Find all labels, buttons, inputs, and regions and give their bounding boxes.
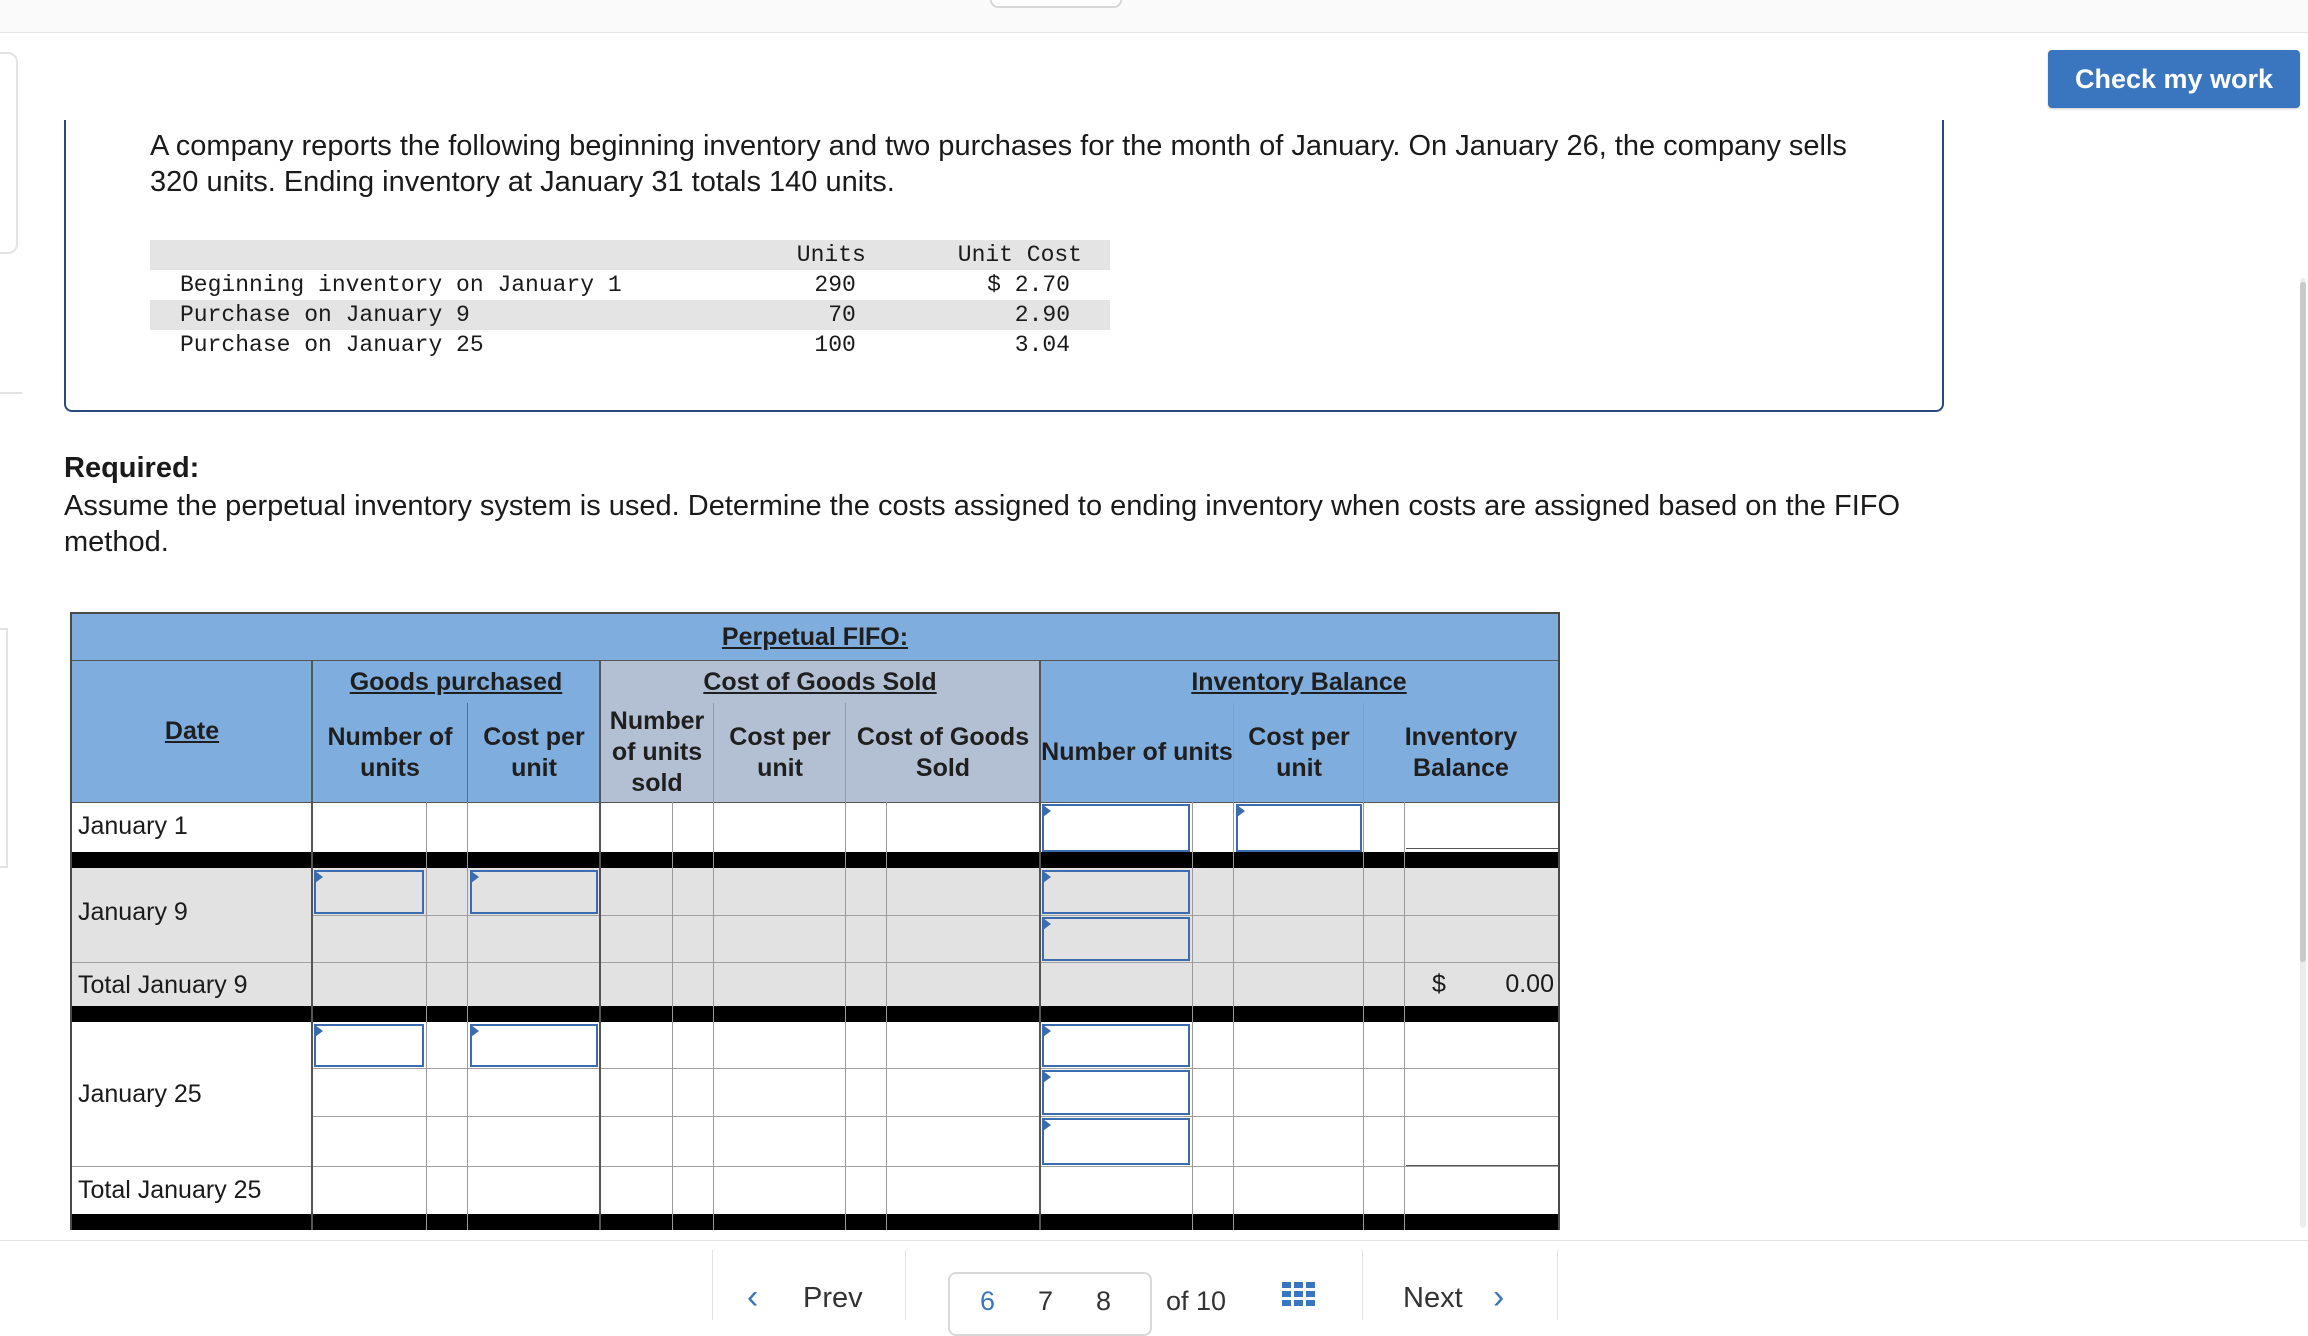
row-label-total-jan9: Total January 9 — [78, 971, 248, 999]
col-header-units: Units — [720, 240, 896, 270]
top-bar — [0, 0, 2308, 33]
jan9-balance-units-input-2[interactable] — [1042, 917, 1190, 961]
divider — [1233, 703, 1234, 1230]
check-my-work-button[interactable]: Check my work — [2048, 50, 2300, 108]
divider — [426, 802, 427, 1230]
top-tab[interactable] — [990, 0, 1122, 8]
jan9-purchase-cost-input[interactable] — [470, 870, 598, 914]
row-cost: 3.04 — [1014, 332, 1070, 358]
section-divider — [72, 852, 1558, 868]
row-cost: 2.90 — [896, 300, 1110, 330]
underline — [1406, 848, 1558, 849]
divider — [72, 802, 1558, 803]
gp-units-header: Number of units — [312, 703, 468, 802]
next-button[interactable] — [1362, 1250, 1558, 1320]
divider — [886, 802, 887, 1230]
cogs-header-cell — [600, 661, 1040, 703]
jan9-row-background — [72, 868, 1558, 1014]
divider — [672, 802, 673, 1230]
row-label: Purchase on January 9 — [150, 300, 720, 330]
bottom-navigation — [0, 1240, 2308, 1309]
jan25-purchase-cost-input[interactable] — [470, 1024, 598, 1067]
divider — [312, 1116, 1558, 1117]
table-row — [150, 330, 1110, 360]
table-row — [150, 300, 1110, 330]
divider — [713, 703, 714, 1230]
divider — [72, 1166, 1558, 1167]
row-label-jan1: January 1 — [78, 812, 188, 840]
page-selector[interactable] — [948, 1272, 1152, 1336]
next-label: Next — [1403, 1282, 1463, 1314]
divider — [72, 962, 1558, 963]
ib-cost-header: Cost per unit — [1234, 703, 1364, 802]
left-tab-strip[interactable] — [0, 628, 8, 868]
table-header-row — [150, 240, 1110, 270]
divider — [311, 661, 313, 1230]
gp-cost-header: Cost per unit — [468, 703, 600, 802]
col-header-unit-cost: Unit Cost — [896, 240, 1110, 270]
divider — [467, 703, 468, 802]
jan25-balance-units-input-1[interactable] — [1042, 1024, 1190, 1067]
goods-purchased-header-cell — [312, 661, 600, 703]
fifo-title: Perpetual FIFO: — [721, 622, 909, 651]
row-units: 290 — [814, 272, 856, 298]
underline — [1406, 1165, 1558, 1166]
jan25-balance-units-input-3[interactable] — [1042, 1118, 1190, 1165]
left-rail-panel[interactable] — [0, 52, 18, 254]
divider — [845, 703, 846, 1230]
jan25-balance-units-input-2[interactable] — [1042, 1070, 1190, 1115]
jan1-balance-cost-input[interactable] — [1236, 804, 1362, 852]
divider — [0, 392, 22, 394]
date-header-cell — [72, 661, 312, 802]
table-header-empty — [150, 240, 720, 270]
grid-icon[interactable] — [1282, 1282, 1316, 1306]
divider — [312, 915, 1558, 916]
page-number[interactable]: 8 — [1096, 1286, 1112, 1316]
page-count: of 10 — [1166, 1286, 1227, 1316]
row-label: Beginning inventory on January 1 — [180, 272, 622, 298]
section-divider — [72, 1214, 1558, 1230]
row-label-jan9: January 9 — [78, 898, 188, 926]
required-label: Required: — [64, 452, 200, 484]
table-row — [150, 270, 1110, 300]
row-units: 100 — [814, 332, 856, 358]
ib-units-header: Number of units — [1040, 703, 1234, 802]
row-label-total-jan25: Total January 25 — [78, 1176, 262, 1204]
divider — [1039, 661, 1041, 1230]
jan1-balance-units-input[interactable] — [1042, 804, 1190, 852]
ib-balance-header: Inventory Balance — [1364, 703, 1558, 802]
cogs-units-header: Number of units sold — [600, 703, 714, 802]
jan25-purchase-units-input[interactable] — [314, 1024, 424, 1067]
divider — [312, 1068, 1558, 1069]
problem-text: A company reports the following beginning inventory and two purchases for the month of January. On January 26, the company sells 320 units. Ending inventory at January 31 totals 140 units. — [150, 130, 1847, 198]
row-units: 70 — [720, 300, 896, 330]
cogs-cost-header: Cost per unit — [714, 703, 846, 802]
jan9-balance-units-input-1[interactable] — [1042, 870, 1190, 914]
chevron-right-icon: › — [1493, 1278, 1505, 1316]
total-jan9-value: 0.00 — [1505, 970, 1554, 998]
divider — [1363, 703, 1364, 1230]
cogs-header: Cost of Goods Sold — [703, 667, 937, 696]
row-cost: $ 2.70 — [987, 272, 1070, 298]
inventory-balance-header: Inventory Balance — [1191, 667, 1407, 696]
prev-label: Prev — [803, 1282, 863, 1314]
goods-purchased-header: Goods purchased — [349, 667, 563, 696]
scrollbar-thumb[interactable] — [2300, 282, 2306, 962]
perpetual-fifo-table — [70, 612, 1560, 1230]
chevron-left-icon: ‹ — [747, 1278, 759, 1316]
divider — [599, 661, 601, 1230]
divider — [1404, 802, 1405, 1230]
cogs-total-header: Cost of Goods Sold — [846, 703, 1040, 802]
jan9-purchase-units-input[interactable] — [314, 870, 424, 914]
date-header: Date — [164, 717, 220, 745]
total-jan9-currency: $ — [1432, 970, 1446, 998]
page-number[interactable]: 7 — [1038, 1286, 1054, 1316]
required-text: Assume the perpetual inventory system is used. Determine the costs assigned to ending inventory when costs are assigned based on the FIFO method. — [64, 490, 1901, 558]
divider — [467, 802, 468, 1230]
page-number[interactable]: 6 — [980, 1286, 996, 1316]
row-label-jan25: January 25 — [78, 1080, 202, 1108]
row-label: Purchase on January 25 — [180, 332, 484, 358]
prev-button[interactable] — [712, 1250, 906, 1320]
divider — [1192, 802, 1193, 1230]
section-divider — [72, 1006, 1558, 1022]
fifo-title-cell — [72, 614, 1558, 660]
inventory-data-table — [150, 240, 1110, 360]
inventory-balance-header-cell — [1040, 661, 1558, 703]
